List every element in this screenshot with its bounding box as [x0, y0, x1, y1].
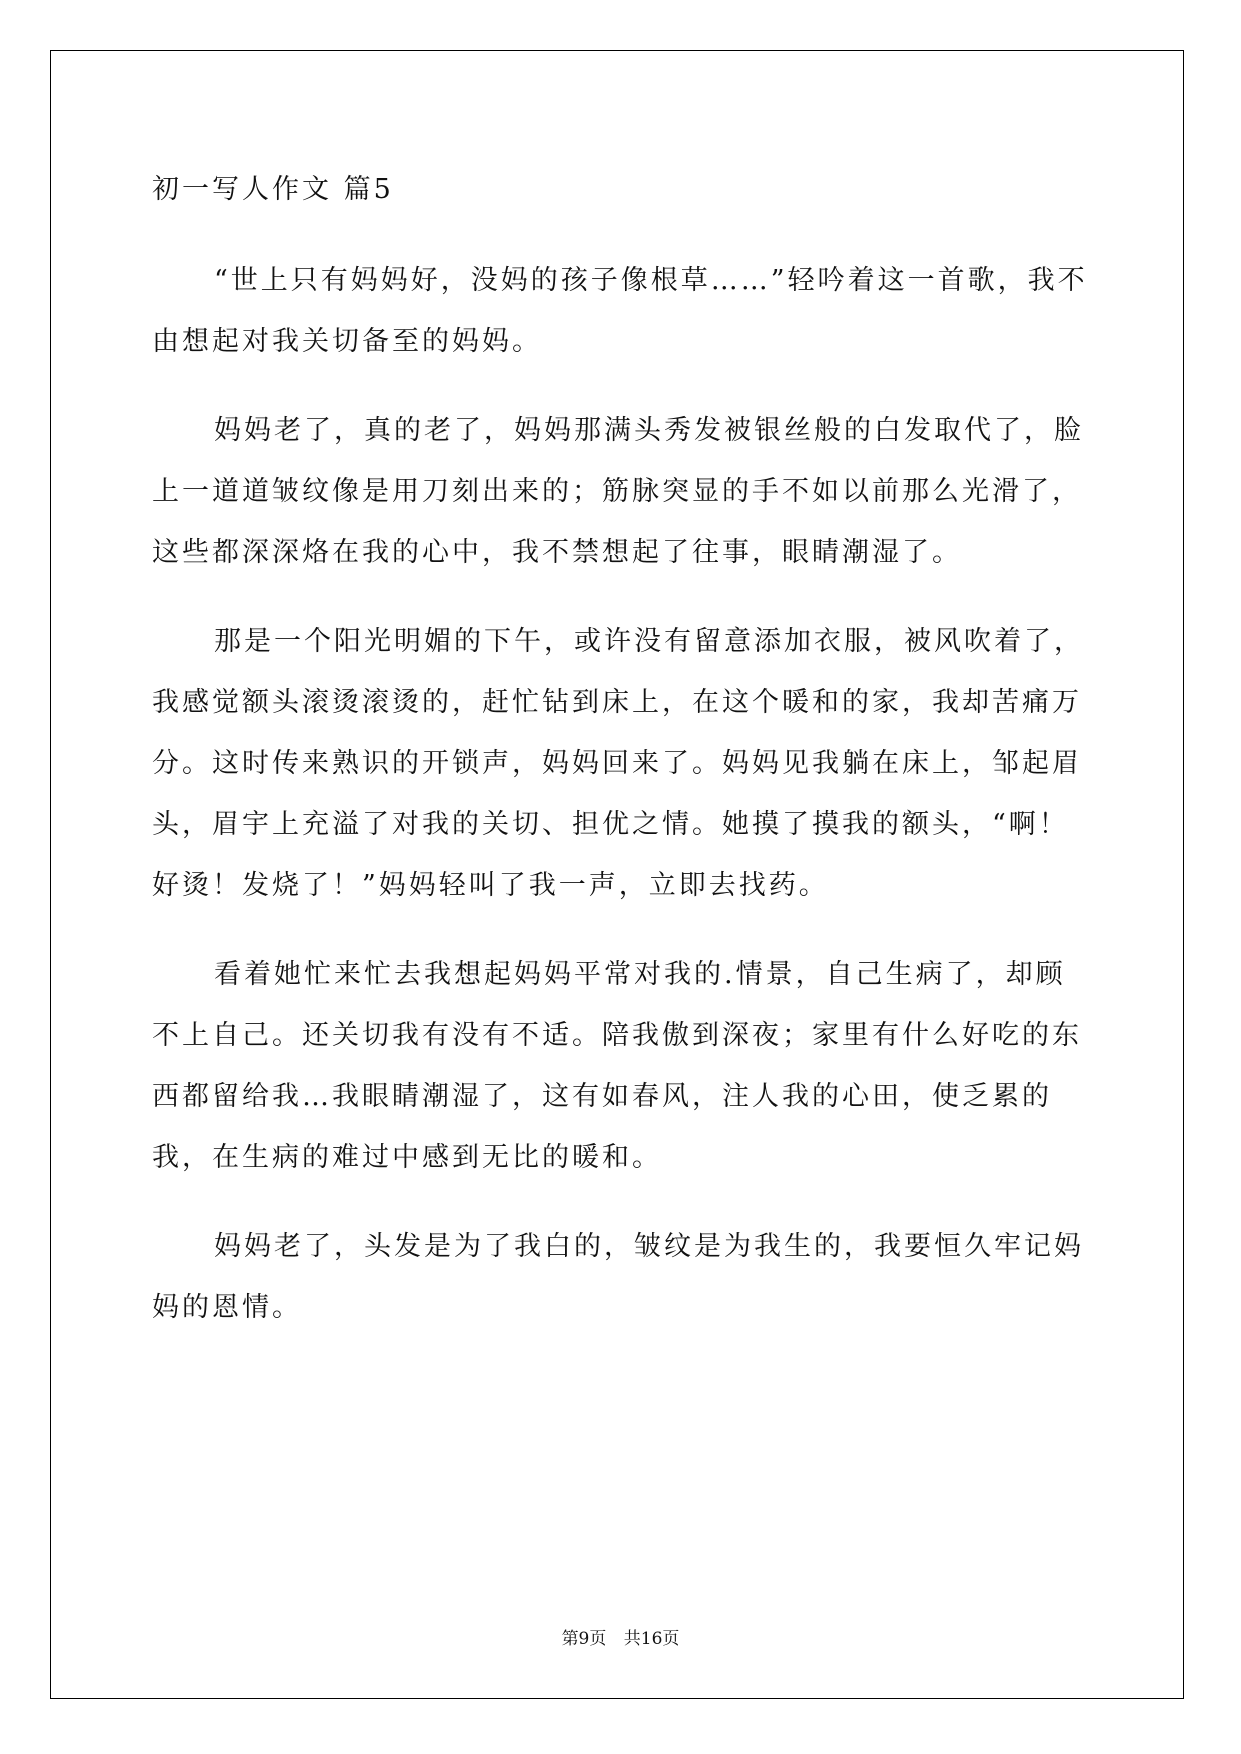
document-body — [152, 160, 1092, 1366]
page-footer — [0, 1624, 1241, 1649]
page-number: 第9页 — [561, 1629, 607, 1649]
page-total: 共16页 — [623, 1629, 680, 1649]
paragraph: 妈妈老了，真的老了，妈妈那满头秀发被银丝般的白发取代了，脸上一道道皱纹像是用刀刻出来的；筋脉突显的手不如以前那么光滑了，这些都深深烙在我的心中，我不禁想起了往事，眼睛潮湿了。 — [152, 415, 1084, 568]
paragraph: 妈妈老了，头发是为了我白的，皱纹是为我生的，我要恒久牢记妈妈的恩情。 — [152, 1231, 1084, 1323]
paragraph: “世上只有妈妈好，没妈的孩子像根草……”轻吟着这一首歌，我不由想起对我关切备至的妈妈。 — [152, 265, 1088, 357]
paragraph: 那是一个阳光明媚的下午，或许没有留意添加衣服，被风吹着了，我感觉额头滚烫滚烫的，赶忙钻到床上，在这个暖和的家，我却苦痛万分。这时传来熟识的开锁声，妈妈回来了。妈妈见我躺在床上，邹起眉头，眉宇上充溢了对我的关切、担优之情。她摸了摸我的额头，“啊！好烫！发烧了！”妈妈轻叫了我一声，立即去找药。 — [152, 626, 1084, 901]
document-title: 初一写人作文 篇5 — [152, 174, 394, 205]
paragraph: 看着她忙来忙去我想起妈妈平常对我的.情景，自己生病了，却顾不上自己。还关切我有没有不适。陪我傲到深夜；家里有什么好吃的东西都留给我…我眼睛潮湿了，这有如春风，注人我的心田，使乏累的我，在生病的难过中感到无比的暖和。 — [152, 959, 1082, 1173]
